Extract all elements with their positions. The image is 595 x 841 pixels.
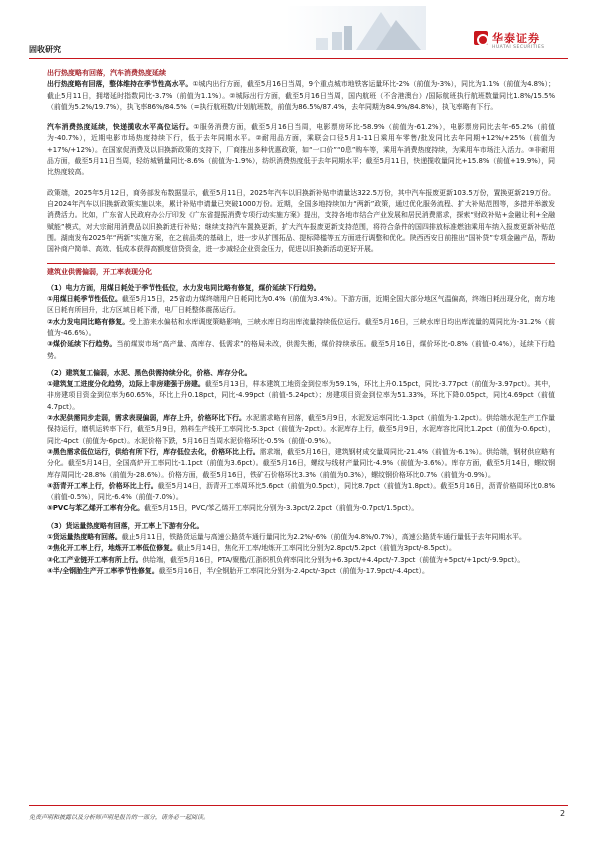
footer-disclaimer: 免责声明和披露以及分析师声明是报告的一部分，请务必一起阅读。: [29, 814, 210, 821]
subsection-power: （1）电力方面，用煤日耗处于季节性低位，水力发电同比略有修复，煤价延续下行趋势。: [47, 283, 321, 292]
list-item: ①货运量热度略有回落。截止5月11日，铁路货运量与高速公路货车通行量同比为2.2%/-6%（前值为4.8%/0.7%），高速公路货车通行量低于去年同期水平。: [47, 532, 526, 541]
list-item: ④半/全钢胎生产开工率季节性修复。截至5月16日，半/全钢胎开工率同比分别为-2.4pct/-3pct（前值为-17.9pct/-4.4pct）。: [47, 566, 429, 575]
huatai-logo: 华泰证券: [474, 30, 540, 46]
page-number: 2: [560, 809, 566, 818]
section-title-travel: 出行热度略有回落，汽车消费热度延续: [47, 69, 166, 77]
list-item: ③煤价延续下行趋势。当前煤炭市场“高产量、高库存、低需求”的格局未改，供需失衡，煤价持续承压。截至5月16日，煤价环比-0.8%（前值-0.4%），延续下行趋势。: [47, 340, 555, 360]
report-body: [47, 68, 555, 583]
list-item: ③黑色需求低位运行，供给有所下行，库存低位去化，价格环比上行。需求端，截至5月16日，建筑钢材成交量周同比-21.4%（前值为-6.1%）。供给端，钢材供应略有分化。截至5月14日，全国高炉开工率同比-1.1pct（前值为3.6pct）。截至5月16日，螺纹与线材产量同比-4.9%（前值为-3.6%）。库存方面，截至5月14日，螺纹钢库存周同比-28.8%（前值为-28.6%）。价格方面，截至5月16日，铁矿石价格环比3.3%（前值为0.3%），螺纹钢价格环比0.7%（前值为-0.9%）。: [47, 447, 555, 479]
list-construction: [47, 379, 555, 515]
header-banner-graphic: [286, 6, 426, 50]
paragraph-travel: 出行热度略有回落，整体维持在季节性高水平。①城内出行方面，截至5月16日当周，9个重点城市地铁客运量环比-2%（前值为-3%），同比为1.1%（前值为4.8%）；截止5月11日，拥堵延时指数同比-3.7%（前值为1.1%）。②城际出行方面，截至5月16日当周，国内航班（不含港澳台）/国际航班执行航班数量同比1.8%/15.5%（前值为5.2%/19.7%），执飞率86%/84.5%（=执行航班数/计划航班数，前值为86.5%/87.4%，去年同期为84.9%/84.8%），执飞率略有下行。: [47, 80, 555, 111]
list-item: ①建筑复工进度分化趋势，边际上非房建强于房建。截至5月13日，样本建筑工地资金到位率为59.1%，环比上升0.15pct，同比-3.77pct（前值为-3.97pct）。其中，非房建项目资金到位率为60.65%，环比上升0.18pct，同比-4.99pct（前值-5.24pct）；房建项目资金到位率为51.33%，环比下降0.05pct，同比4.69pct（前值4.7pct）。: [47, 380, 555, 411]
list-item: ②焦化开工率上行，地炼开工率低位修复。截止5月14日，焦化开工率/地炼开工率同比分别为2.8pct/5.2pct（前值为3pct/-8.5pct）。: [47, 544, 456, 553]
list-item: ④沥青开工率上行，价格环比上行。截至5月14日，沥青开工率周环比5.6pct（前值为0.5pct），同比8.7pct（前值为1.8pct）。截至5月16日，沥青价格周环比0.8%（前值-0.5%），同比-6.4%（前值-7.0%）。: [47, 481, 555, 502]
list-item: ②水力发电同比略有修复。受上游来水偏枯和水库调度策略影响，三峡水库日均出库流量持续低位运行。截至5月16日，三峡水库日均出库流量的周同比为-31.2%（前值为-46.6%）。: [47, 317, 555, 337]
subsection-freight: （3）货运量热度略有回落，开工率上下游有分化。: [47, 521, 204, 530]
list-power: [47, 294, 555, 362]
list-item: ①用煤日耗季节性低位。截至5月15日，25省动力煤终端用户日耗同比为0.4%（前值为3.4%）。下游方面，近期全国大部分地区气温偏高，终端日耗出现分化，南方地区日耗有所回升，北方区域日耗下滑，电厂日耗整体震荡运行。: [47, 295, 555, 315]
list-item: ⑤PVC与苯乙烯开工率有分化。截至5月15日，PVC/苯乙烯开工率同比分别为-3.3pct/2.2pct（前值为-0.7pct/1.5pct）。: [47, 504, 419, 513]
logo-english: HUATAI SECURITIES: [492, 45, 545, 50]
list-freight: [47, 532, 555, 577]
paragraph-consumption: 汽车消费热度延续，快递揽收水平高位运行。①服务消费方面，截至5月16日当周，电影票房环比-58.9%（前值为-61.2%），电影票房同比去年-65.2%（前值为-40.7%），近期电影市场热度持续下行，低于去年同期水平。②耐用品方面，乘联会口径5月1-11日乘用车零售/批发同比去年同期+12%/+25%（前值为+17%/+12%）。在国家促消费及以旧换新政策的支持下，厂商推出多种优惠政策，如“一口价”“0息”购车等，乘用车消费热度持续，为乘用车市场注入活力。③非耐用品方面，截至5月11日当周，轻纺城销量同比-8.6%（前值为-1.9%），纺织消费热度低于去年同期水平；截至5月11日，快递揽收量同比+15.8%（前值+19.9%），同比热度较高。: [47, 123, 556, 177]
huatai-logo-icon: [474, 31, 488, 45]
paragraph-policy: 政策端，2025年5月12日，商务部发布数据显示，截至5月11日，2025年汽车以旧换新补贴申请量达322.5万份，其中汽车报废更新103.5万份，置换更新219万份。自2024年汽车以旧换新政策实施以来，累计补贴申请量已突破1000万份。近期，全国多地持续加力“两新”政策，通过优化服务流程、扩大补贴范围等，多措并举激发消费活力。比如，广东省人民政府办公厅印发《广东省提振消费专项行动实施方案》提出，支持各地市结合产业发展和居民消费需求，探索“财政补贴+金融让利+全融赋能”模式，对大宗耐用消费品以旧换新进行补贴；继续支持汽车置换更新，扩大汽车报废更新支持范围，将符合条件的国四排放标准燃油乘用车纳入报废更新补贴范围。湖南发布2025年“两新”实施方案，在之前品类的基础上，进一步从扩围拓品、提标降槛等五方面进行调整和优化。陕西西安日前推出“国补贷”专项金融产品，帮助国补商户简单、高效、低成本获得高额度信贷资金，进一步减轻企业资金压力，促进以旧换新活动更好开展。: [47, 188, 555, 254]
section-title-construction: 建筑业供需偏弱，开工率表现分化: [47, 263, 555, 278]
list-item: ②水泥供需同步走弱，需求表现偏弱，库存上升，价格环比下行。水泥需求略有回落，截至5月9日，水泥发运率同比-1.3pct（前值为-1.2pct）。供给端水泥生产工作量保持运行，磨机运转率下行，截至5月9日，熟料生产线开工率同比-5.3pct（前值为-2pct）。水泥库存上行，截至5月9日，水泥库容比同比1.2pct（前值为-0.6pct），同比-4pct（前值为-6pct）。水泥价格下跌，5月16日当周水泥价格环比-0.5%（前值-0.9%）。: [47, 414, 555, 445]
subsection-construction: （2）建筑复工偏弱，水泥、黑色供需持续分化，价格、库存分化。: [47, 368, 252, 377]
report-category: 固收研究: [29, 45, 61, 54]
list-item: ③化工产业链开工率有所上行。供给端，截至5月16日，PTA/聚酯/江浙织机负荷率同比分别为+6.3pct/+4.4pct/-7.3pct（前值为+5pct/+1pct/-9.9pct）。: [47, 555, 525, 564]
footer-divider: [29, 805, 568, 806]
header-divider: [29, 58, 568, 59]
